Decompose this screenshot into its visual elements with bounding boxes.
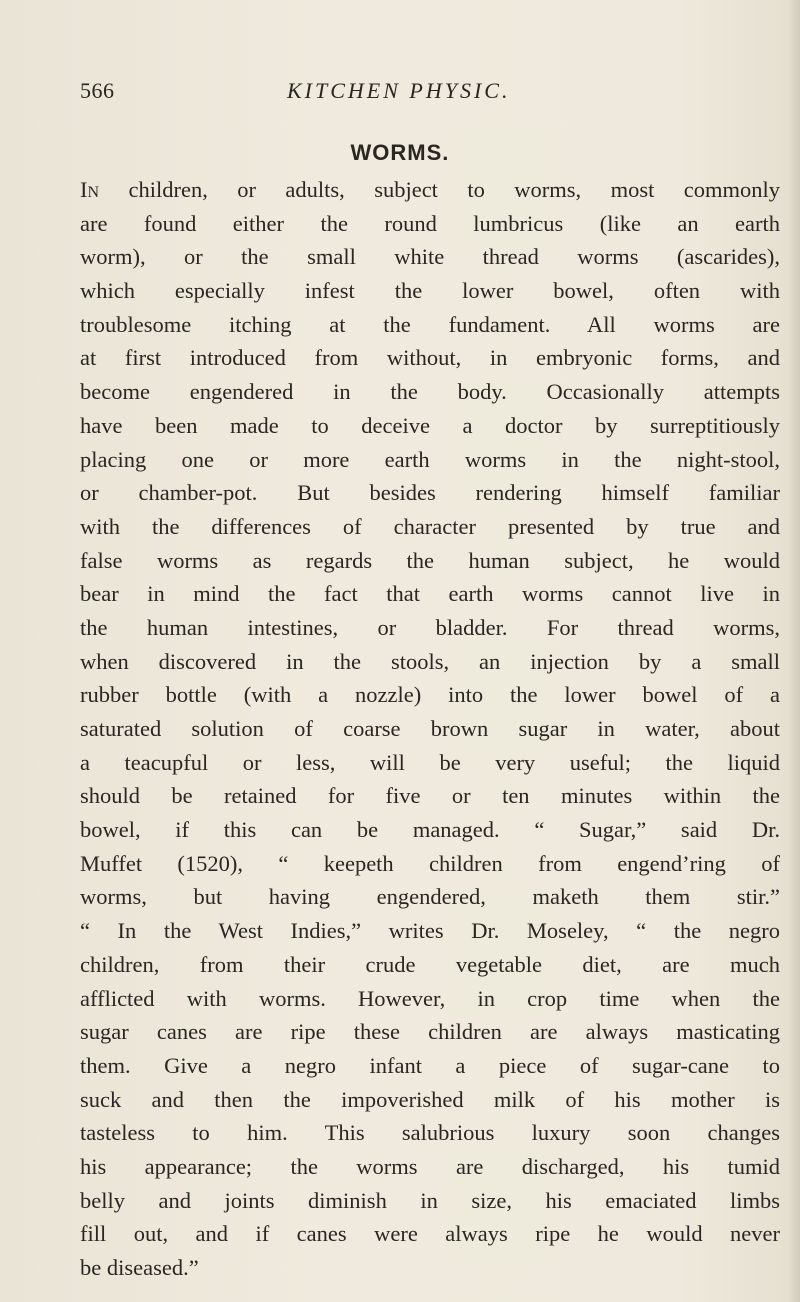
body-text (80, 173, 780, 1285)
text-line: have been made to deceive a doctor by surreptitiously (80, 412, 780, 438)
text-line: suck and then the impoverished milk of his mother is (80, 1086, 780, 1112)
text-line: Muffet (1520), “ keepeth children from engend’ring of (80, 850, 780, 876)
page-number: 566 (80, 78, 115, 103)
text-line: should be retained for five or ten minutes within the (80, 783, 780, 809)
section-heading: WORMS. (350, 140, 450, 165)
text-line: belly and joints diminish in size, his emaciated limbs (80, 1187, 780, 1213)
text-line: worm), or the small white thread worms (ascarides), (80, 244, 780, 270)
running-title: KITCHEN PHYSIC. (287, 78, 511, 103)
text-line: placing one or more earth worms in the night-stool, (80, 446, 780, 472)
text-line: with the differences of character presented by true and (80, 513, 780, 539)
text-line: at first introduced from without, in embryonic forms, and (80, 345, 780, 371)
text-line: false worms as regards the human subject, he would (80, 547, 780, 573)
running-head (80, 78, 780, 108)
text-line: bear in mind the fact that earth worms cannot live in (80, 581, 780, 607)
text-line: sugar canes are ripe these children are always masticating (80, 1019, 780, 1045)
dropcap-word: In (80, 177, 100, 202)
text-line: In children, or adults, subject to worms, most commonly (80, 177, 780, 202)
text-line: worms, but having engendered, maketh them stir.” (80, 884, 780, 910)
text-line: fill out, and if canes were always ripe he would never (80, 1221, 780, 1247)
text-line: saturated solution of coarse brown sugar in water, about (80, 716, 780, 741)
text-line: children, from their crude vegetable diet, are much (80, 951, 780, 977)
text-line: which especially infest the lower bowel, often with (80, 278, 780, 304)
text-line: afflicted with worms. However, in crop time when the (80, 985, 780, 1011)
text-line: troublesome itching at the fundament. All worms are (80, 311, 780, 337)
text-line: them. Give a negro infant a piece of sugar-cane to (80, 1052, 780, 1078)
text-line: tasteless to him. This salubrious luxury soon changes (80, 1120, 780, 1146)
text-line: or chamber-pot. But besides rendering himself familiar (80, 480, 780, 506)
text-line: the human intestines, or bladder. For thread worms, (80, 614, 780, 640)
page-edge-shadow (788, 0, 800, 1302)
text-line: when discovered in the stools, an injection by a small (80, 648, 780, 674)
text-line: bowel, if this can be managed. “ Sugar,” said Dr. (80, 817, 780, 843)
text-line: become engendered in the body. Occasionally attempts (80, 379, 780, 405)
text-line: be diseased.” (80, 1255, 199, 1280)
text-line: “ In the West Indies,” writes Dr. Moseley, “ the negro (80, 918, 780, 944)
text-line: are found either the round lumbricus (like an earth (80, 210, 780, 236)
text-line: rubber bottle (with a nozzle) into the lower bowel of a (80, 682, 780, 708)
text-line: a teacupful or less, will be very useful; the liquid (80, 749, 780, 775)
text-line: his appearance; the worms are discharged, his tumid (80, 1153, 780, 1179)
